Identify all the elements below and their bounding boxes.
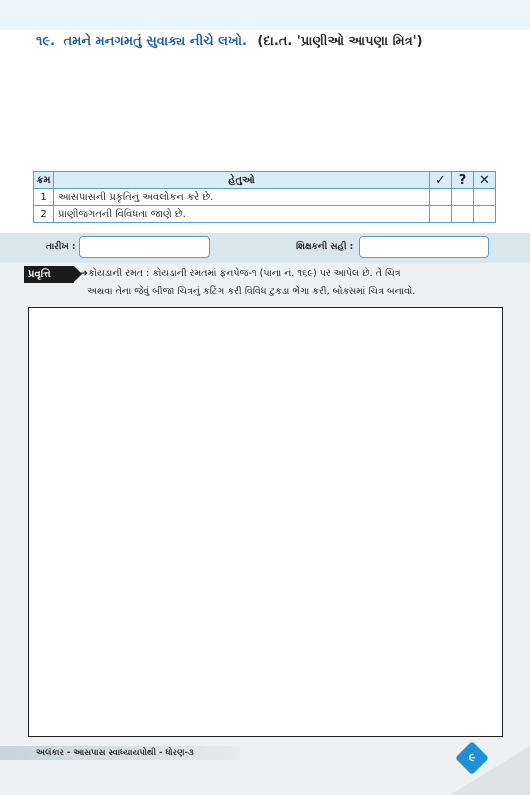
row-serial: 2 xyxy=(34,206,54,223)
header-question-icon: ? xyxy=(452,172,474,189)
teacher-signature-label: શિક્ષકની સહી : xyxy=(296,242,354,252)
page-number-badge xyxy=(455,741,489,775)
footer-book-title: અલંકાર - આસપાસ સ્વાધ્યાયપોથી - ધોરણ-૩ xyxy=(36,748,194,758)
question-number: ૧૯. xyxy=(36,34,56,49)
cross-cell[interactable] xyxy=(474,189,496,206)
question-text: તમને મનગમતું સુવાક્ય નીચે લખો. xyxy=(63,34,247,49)
question-example: (દા.ત. 'પ્રાણીઓ આપણા મિત્ર') xyxy=(257,34,423,49)
teacher-signature-field[interactable] xyxy=(359,236,489,258)
page-footer xyxy=(0,746,530,795)
question-cell[interactable] xyxy=(452,189,474,206)
question-cell[interactable] xyxy=(452,206,474,223)
header-serial: ક્રમ xyxy=(34,172,54,189)
header-tick-icon: ✓ xyxy=(430,172,452,189)
activity-badge: પ્રવૃત્તિ xyxy=(24,266,74,283)
table-header-row xyxy=(34,172,496,189)
row-serial: 1 xyxy=(34,189,54,206)
header-objectives: હેતુઓ xyxy=(54,172,430,189)
tick-cell[interactable] xyxy=(430,206,452,223)
table-row xyxy=(34,206,496,223)
tick-cell[interactable] xyxy=(430,189,452,206)
question-title xyxy=(36,34,516,49)
row-objective: પ્રાણીજગતની વિવિધતા જાણે છે. xyxy=(54,206,430,223)
date-field[interactable] xyxy=(79,236,210,258)
page-number: ૯ xyxy=(468,751,476,764)
puzzle-drawing-box[interactable] xyxy=(28,307,503,737)
cross-cell[interactable] xyxy=(474,206,496,223)
header-cross-icon: ✕ xyxy=(474,172,496,189)
table-row xyxy=(34,189,496,206)
evaluation-table xyxy=(33,171,496,223)
date-label: તારીખ : xyxy=(46,242,76,252)
activity-instruction-line1: ➔કોયડાની રમત : કોયડાની રમતમાં ફનપેજ-૧ (પાના નં. ૧૬૯) પર આપેલ છે. તે ચિત્ર xyxy=(80,268,401,279)
activity-instruction-line2: અથવા તેના જેવું બીજા ચિત્રનું કટિંગ કરી વિવિધ ટુકડા ભેગા કરી, બોક્સમાં ચિત્ર બનાવો. xyxy=(87,286,416,297)
row-objective: આસપાસની પ્રકૃતિનું અવલોકન કરે છે. xyxy=(54,189,430,206)
top-band xyxy=(0,0,530,30)
